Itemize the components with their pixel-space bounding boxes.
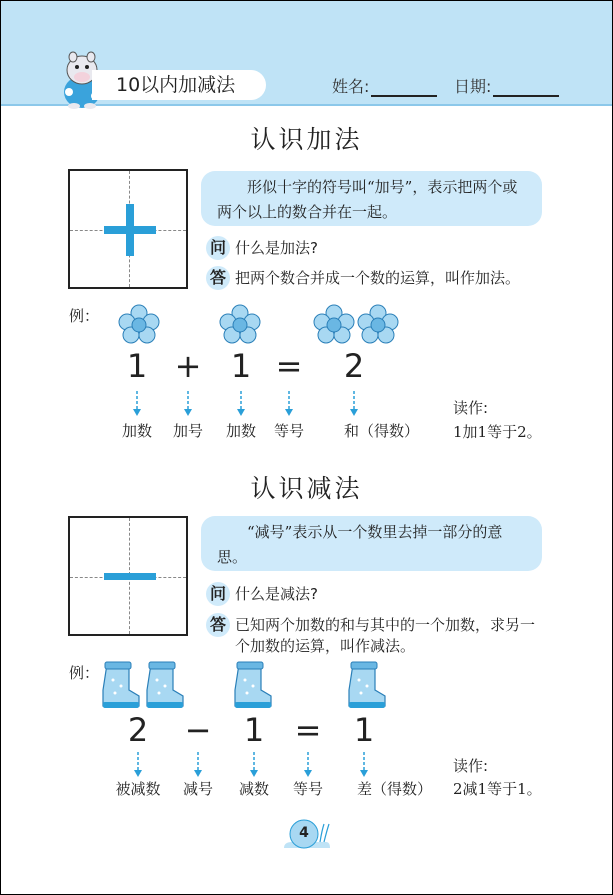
term-label: 减号 [182,780,213,798]
term-label: 等号 [292,780,323,798]
arrow-down-icon [284,391,294,417]
read-as-label: 读作: [453,757,489,775]
name-blank[interactable] [371,79,437,97]
minus-sign-icon [104,573,156,581]
term-label: 被减数 [115,780,161,798]
term-label: 差（得数） [357,780,433,798]
subtraction-question [206,582,318,606]
question-text: 什么是减法? [235,585,318,603]
subtraction-example-label: 例： [69,664,100,682]
equation-operator: − [184,711,212,749]
arrow-down-icon [359,752,369,778]
arrow-down-icon [236,391,246,417]
equation-result: 1 [353,711,375,749]
subtraction-grid-box [68,516,188,636]
answer-badge: 答 [206,613,230,637]
term-label: 加数 [225,422,256,440]
term-label: 和（得数） [344,422,420,440]
boot-icon [143,660,185,710]
flower-icon [357,304,399,344]
equation-term: 1 [230,347,252,385]
equation-equals: = [294,711,322,749]
plus-sign-icon [104,204,156,256]
flower-icon [118,304,160,344]
boot-icon [99,660,141,710]
date-field[interactable] [454,74,559,97]
equation-term: 1 [243,711,265,749]
flower-icon [219,304,261,344]
read-as-label: 读作: [453,399,489,417]
subtraction-definition-bubble: “减号”表示从一个数里去掉一部分的意思。 [201,516,542,571]
answer-text: 已知两个加数的和与其中的一个加数，求另一个加数的运算，叫作减法。 [235,616,536,655]
addition-question [206,236,318,260]
term-label: 减数 [238,780,269,798]
answer-text: 把两个数合并成一个数的运算，叫作加法。 [235,269,521,287]
term-label: 加数 [121,422,152,440]
arrow-down-icon [349,391,359,417]
addition-definition-bubble: 形似十字的符号叫“加号”，表示把两个或两个以上的数合并在一起。 [201,171,542,226]
addition-heading: 认识加法 [250,125,363,154]
equation-result: 2 [343,347,365,385]
flower-icon [313,304,355,344]
answer-badge: 答 [206,266,230,290]
arrow-down-icon [183,391,193,417]
question-text: 什么是加法? [235,239,318,257]
equation-operator: + [174,347,202,385]
addition-grid-box [68,169,188,289]
worksheet-title: 10以内加减法 [92,70,266,100]
read-as-text: 2减1等于1。 [453,780,542,798]
page-number: 4 [299,825,309,841]
subtraction-heading: 认识减法 [250,474,363,503]
question-badge: 问 [206,582,230,606]
addition-example-label: 例： [69,307,100,325]
subtraction-answer [206,613,545,657]
arrow-down-icon [303,752,313,778]
arrow-down-icon [193,752,203,778]
boot-icon [345,660,387,710]
boot-icon [231,660,273,710]
name-label: 姓名: [332,77,370,96]
addition-answer [206,266,520,290]
arrow-down-icon [133,752,143,778]
equation-term: 1 [126,347,148,385]
term-label: 等号 [273,422,304,440]
date-blank[interactable] [493,79,559,97]
arrow-down-icon [132,391,142,417]
equation-equals: = [275,347,303,385]
question-badge: 问 [206,236,230,260]
arrow-down-icon [249,752,259,778]
read-as-text: 1加1等于2。 [453,423,542,441]
date-label: 日期: [454,77,492,96]
equation-term: 2 [127,711,149,749]
term-label: 加号 [172,422,203,440]
name-field[interactable] [332,74,437,97]
